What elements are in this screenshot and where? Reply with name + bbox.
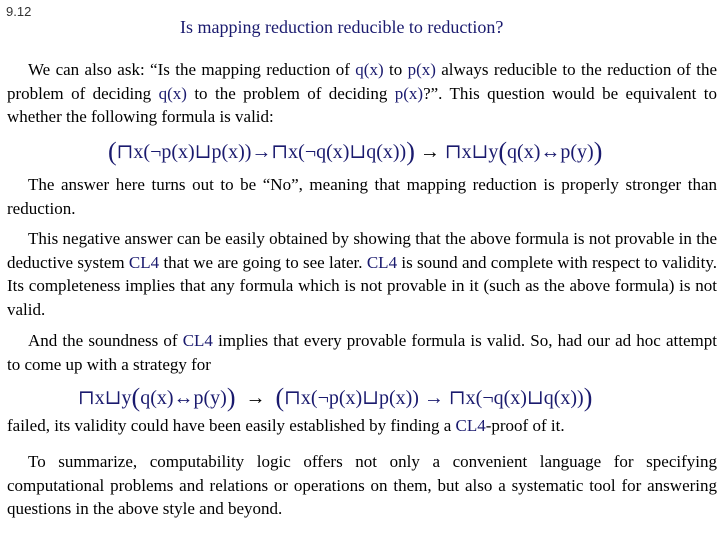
text-run: ?”. This question would be equivalent to whether the following formula is valid: [7,83,717,126]
text-run: failed, its validity could have been easily established by finding a [7,416,456,435]
system-name: CL4 [182,331,213,350]
text-run: We can also ask: “Is the mapping reduction of [28,60,356,79]
formula-converse [78,383,592,413]
paren: ) [593,137,603,166]
text-run: To summarize, computability logic offers not only a convenient language for specifying computational problems and relations or operations on them, but also a systematic tool for answering questions in the above style and beyond. [7,452,717,518]
paren: ( [498,137,508,166]
implication-arrow: → [414,141,445,163]
paragraph-negative-answer [7,227,717,321]
text-run: And the soundness of [28,331,183,350]
formula-q: q(x) [355,60,384,79]
formula-part: q(x)↔p(y) [507,141,594,163]
formula-part: ⊓x⊔y [78,387,132,409]
paren: ) [583,383,593,412]
system-name: CL4 [455,416,486,435]
formula-q: q(x) [158,83,187,103]
text-run: -proof of it. [485,416,565,435]
text-run: implies that every provable formula is valid. So, had our ad hoc attempt to come up with a strategy for [7,331,717,374]
formula-part: ⊓x(¬p(x)⊔p(x)) → ⊓x(¬q(x)⊔q(x)) [284,387,584,409]
formula-p: p(x) [394,83,424,103]
formula-part: ⊓x(¬p(x)⊔p(x))→⊓x(¬q(x)⊔q(x)) [116,141,407,163]
text-run: that we are going to see later. [159,252,367,272]
formula-main [108,137,602,167]
text-run: is sound and complete with respect to validity. Its completeness implies that any formula which is not provable in it (such as the above formula) is not valid. [7,252,717,319]
paragraph-soundness [7,329,717,376]
paragraph-question [7,58,717,129]
slide-number: 9.12 [6,4,32,19]
paragraph-answer [7,173,717,220]
formula-part: ⊓x⊔y [444,141,499,163]
text-run: to the problem of deciding [186,83,395,103]
paren: ( [131,383,141,412]
paragraph-summary [7,450,717,521]
text-run: to [383,60,408,79]
formula-part: q(x)↔p(y) [140,387,227,409]
paren: ) [226,383,236,412]
paragraph-failed [7,414,717,438]
paren: ( [108,137,117,166]
text-run: This negative answer can be easily obtained by showing that the above formula is not provable in the deductive system [7,229,717,272]
implication-arrow: → [235,387,276,409]
paren: ( [275,383,285,412]
system-name: CL4 [128,252,160,272]
text-run: The answer here turns out to be “No”, meaning that mapping reduction is properly stronger than reduction. [7,175,717,218]
formula-p: p(x) [407,60,436,79]
slide-title: Is mapping reduction reducible to reduction? [180,17,504,37]
system-name: CL4 [366,252,398,272]
text-run: always reducible to the reduction of the problem of deciding [7,60,717,103]
paren: ) [406,137,415,166]
